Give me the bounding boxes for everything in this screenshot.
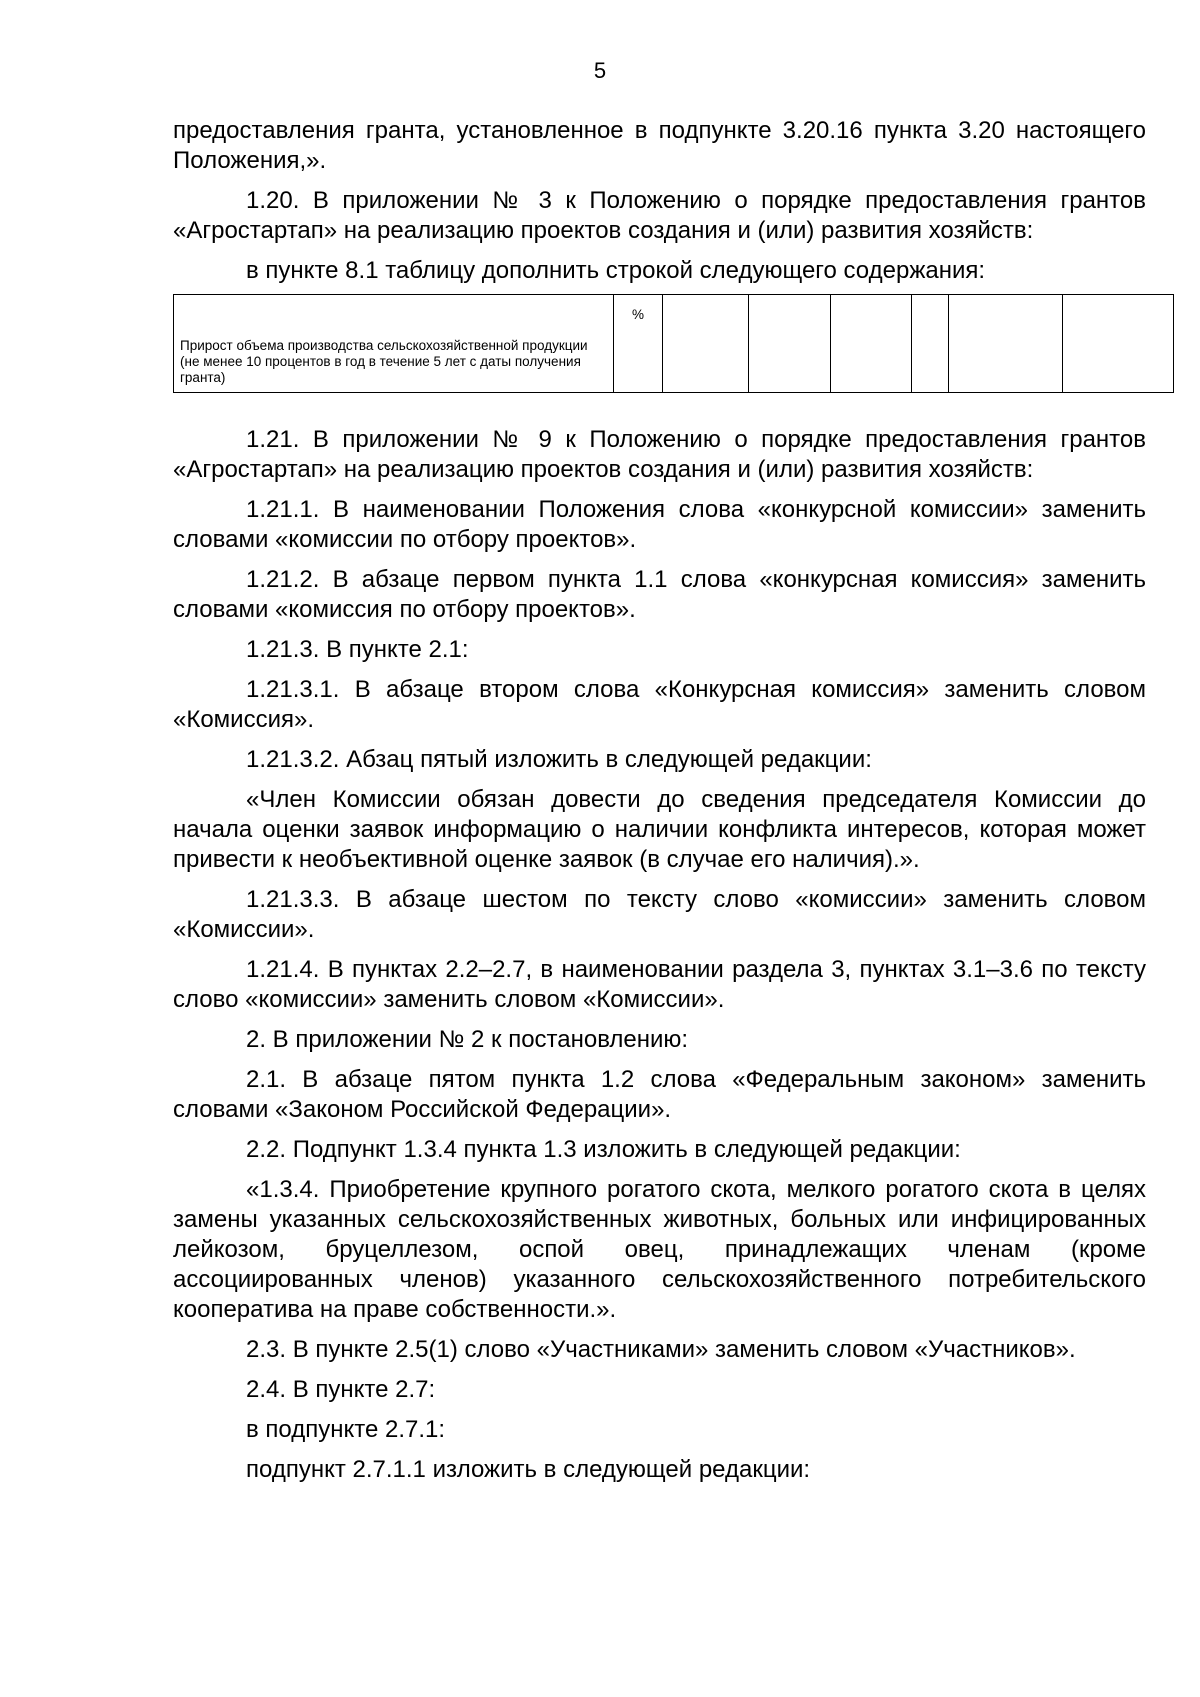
paragraph-1-21-3-2: 1.21.3.2. Абзац пятый изложить в следующей редакции: [246, 746, 872, 773]
table-cell-empty [831, 295, 912, 393]
paragraph-subpoint-2-7-1-1: подпункт 2.7.1.1 изложить в следующей редакции: [246, 1456, 811, 1483]
table-row [174, 295, 1174, 393]
table-cell-empty [749, 295, 831, 393]
paragraph-subpoint-2-7-1: в подпункте 2.7.1: [246, 1416, 446, 1443]
paragraph-1-20: 1.20. В приложении № 3 к Положению о порядке предоставления грантов «Агростартап» на реализацию проектов создания и (или) развития хозяйств: [173, 187, 1146, 244]
table-cell-empty [912, 295, 949, 393]
table-cell-empty [663, 295, 749, 393]
page-number: 5 [593, 58, 607, 83]
paragraph-1-21-3: 1.21.3. В пункте 2.1: [246, 636, 469, 663]
paragraph-continuation: предоставления гранта, установленное в подпункте 3.20.16 пункта 3.20 настоящего Положения,». [173, 117, 1146, 174]
paragraph-2-2: 2.2. Подпункт 1.3.4 пункта 1.3 изложить в следующей редакции: [246, 1136, 961, 1163]
amendment-table-wrapper [173, 294, 1173, 393]
paragraph-quote-member: «Член Комиссии обязан довести до сведения председателя Комиссии до начала оценки заявок информацию о наличии конфликта интересов, которая может привести к необъективной оценке заявок (в случае его наличия).». [173, 786, 1146, 873]
paragraph-2-4: 2.4. В пункте 2.7: [246, 1376, 436, 1403]
table-cell-unit: % [614, 295, 663, 393]
paragraph-2-3: 2.3. В пункте 2.5(1) слово «Участниками» заменить словом «Участников». [246, 1336, 1076, 1363]
paragraph-table-intro: в пункте 8.1 таблицу дополнить строкой следующего содержания: [246, 257, 986, 284]
amendment-table [173, 294, 1174, 393]
paragraph-1-21-3-1: 1.21.3.1. В абзаце втором слова «Конкурсная комиссия» заменить словом «Комиссия». [173, 676, 1146, 733]
paragraph-quote-1-3-4: «1.3.4. Приобретение крупного рогатого скота, мелкого рогатого скота в целях замены указанных сельскохозяйственных животных, больных или инфицированных лейкозом, бруцеллезом, оспой овец, принадлежащих членам (кроме ассоциированных членов) указанного сельскохозяйственного потребительского кооператива на праве собственности.». [173, 1176, 1146, 1323]
table-cell-empty [949, 295, 1063, 393]
document-body [173, 116, 1146, 1495]
paragraph-1-21-1: 1.21.1. В наименовании Положения слова «конкурсной комиссии» заменить словами «комиссии по отбору проектов». [173, 496, 1146, 553]
paragraph-2: 2. В приложении № 2 к постановлению: [246, 1026, 689, 1053]
paragraph-1-21-4: 1.21.4. В пунктах 2.2–2.7, в наименовании раздела 3, пунктах 3.1–3.6 по тексту слово «комиссии» заменить словом «Комиссии». [173, 956, 1146, 1013]
paragraph-1-21-2: 1.21.2. В абзаце первом пункта 1.1 слова «конкурсная комиссия» заменить словами «комиссия по отбору проектов». [173, 566, 1146, 623]
table-cell-empty [1063, 295, 1174, 393]
table-cell-indicator: Прирост объема производства сельскохозяйственной продукции (не менее 10 процентов в год в течение 5 лет с даты получения гранта) [174, 295, 614, 393]
paragraph-2-1: 2.1. В абзаце пятом пункта 1.2 слова «Федеральным законом» заменить словами «Законом Российской Федерации». [173, 1066, 1146, 1123]
paragraph-1-21: 1.21. В приложении № 9 к Положению о порядке предоставления грантов «Агростартап» на реализацию проектов создания и (или) развития хозяйств: [173, 426, 1146, 483]
paragraph-1-21-3-3: 1.21.3.3. В абзаце шестом по тексту слово «комиссии» заменить словом «Комиссии». [173, 886, 1146, 943]
